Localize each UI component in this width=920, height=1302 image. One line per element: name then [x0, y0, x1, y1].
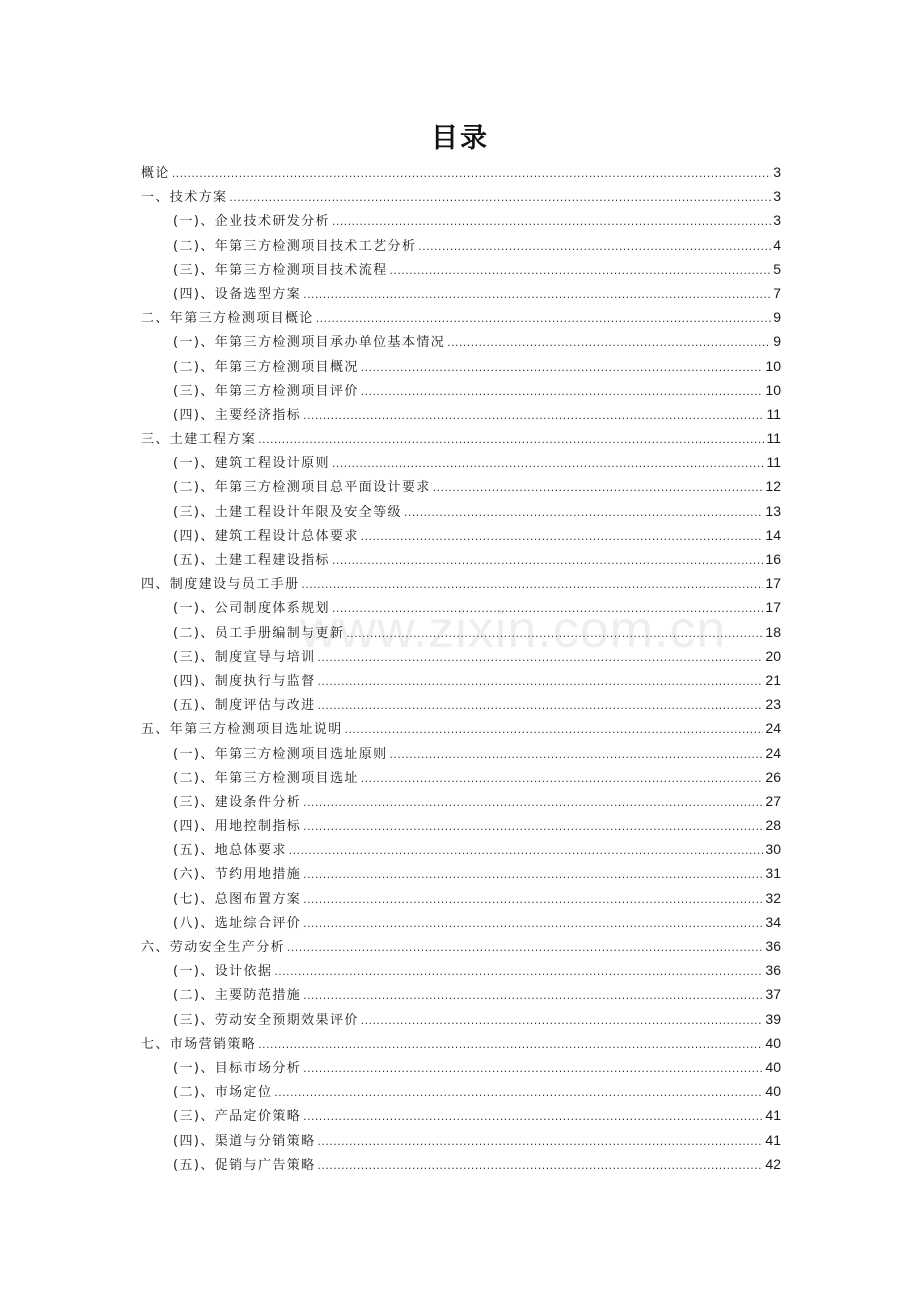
toc-page-number: 32	[765, 889, 781, 906]
toc-entry-title: (五)、土建工程建设指标	[173, 553, 330, 568]
toc-page-number: 26	[765, 768, 781, 785]
toc-entry-title: (四)、建筑工程设计总体要求	[173, 528, 359, 544]
toc-dot-leader	[332, 596, 763, 620]
toc-page-number: 3	[773, 188, 781, 205]
toc-page-number: 39	[765, 1010, 781, 1027]
toc-entry-title: (三)、制度宣导与培训	[173, 649, 316, 665]
toc-entry-title: (四)、渠道与分销策略	[173, 1133, 316, 1149]
toc-dot-leader	[274, 1080, 763, 1104]
toc-entry-title: (二)、年第三方检测项目技术工艺分析	[173, 238, 417, 254]
toc-entry-title: (二)、年第三方检测项目总平面设计要求	[173, 480, 431, 496]
toc-dot-leader	[332, 451, 765, 475]
toc-page-number: 36	[765, 938, 781, 954]
toc-page-number: 21	[765, 671, 781, 688]
toc-page-number: 9	[773, 309, 781, 326]
toc-entry-title: (二)、员工手册编制与更新	[173, 625, 345, 641]
toc-page-number: 40	[765, 1083, 781, 1100]
toc-entry-title: 概论	[141, 166, 170, 181]
toc-subsection-entry[interactable]	[141, 595, 781, 619]
toc-entry-title: (一)、公司制度体系规划	[173, 601, 330, 617]
toc-dot-leader	[361, 1008, 764, 1032]
toc-dot-leader	[332, 548, 763, 572]
toc-subsection-entry[interactable]	[141, 861, 781, 885]
toc-subsection-entry[interactable]	[141, 837, 781, 861]
toc-section-entry[interactable]	[141, 934, 781, 958]
toc-entry-title: (三)、年第三方检测项目评价	[173, 383, 359, 399]
toc-entry-title: 五、年第三方检测项目选址说明	[141, 722, 343, 738]
toc-page-number: 9	[773, 333, 781, 350]
toc-section-entry[interactable]	[141, 305, 781, 329]
toc-dot-leader	[345, 717, 764, 741]
toc-subsection-entry[interactable]	[141, 789, 781, 813]
toc-dot-leader	[418, 234, 771, 258]
toc-dot-leader	[303, 862, 763, 886]
toc-page-number: 11	[766, 454, 781, 471]
toc-dot-leader	[332, 209, 771, 233]
toc-dot-leader	[258, 1032, 763, 1056]
toc-subsection-entry[interactable]	[141, 1079, 781, 1103]
toc-dot-leader	[390, 742, 764, 766]
toc-entry-title: (一)、年第三方检测项目承办单位基本情况	[173, 335, 446, 351]
toc-entry-title: (三)、建设条件分析	[173, 794, 302, 810]
toc-dot-leader	[318, 669, 764, 693]
toc-entry-title: (二)、主要防范措施	[173, 988, 302, 1004]
toc-dot-leader	[274, 959, 763, 983]
toc-dot-leader	[287, 935, 763, 959]
toc-dot-leader	[303, 1056, 763, 1080]
toc-page-number: 3	[773, 212, 781, 229]
toc-entry-title: (一)、年第三方检测项目选址原则	[173, 746, 388, 762]
toc-subsection-entry[interactable]	[141, 620, 781, 644]
toc-dot-leader	[318, 1129, 764, 1153]
toc-entry-title: (五)、制度评估与改进	[173, 698, 316, 714]
toc-page-number: 16	[765, 551, 781, 567]
toc-dot-leader	[316, 306, 771, 330]
toc-dot-leader	[361, 379, 764, 403]
toc-entry-title: 一、技术方案	[141, 190, 228, 206]
toc-subsection-entry[interactable]	[141, 644, 781, 668]
toc-subsection-entry[interactable]	[141, 958, 781, 982]
toc-subsection-entry[interactable]	[141, 354, 781, 378]
toc-entry-title: 七、市场营销策略	[141, 1036, 257, 1052]
toc-subsection-entry[interactable]	[141, 378, 781, 402]
toc-dot-leader	[318, 1153, 764, 1177]
toc-page-number: 3	[773, 164, 781, 180]
toc-page-number: 36	[765, 962, 781, 979]
toc-entry-title: 三、土建工程方案	[141, 432, 257, 448]
toc-page-number: 10	[765, 357, 781, 374]
toc-dot-leader	[447, 330, 771, 354]
toc-page-number: 37	[765, 986, 781, 1003]
toc-dot-leader	[172, 161, 771, 185]
toc-dot-leader	[258, 427, 764, 451]
toc-dot-leader	[303, 814, 763, 838]
toc-dot-leader	[346, 621, 763, 645]
toc-page-number: 5	[773, 260, 781, 277]
toc-page-number: 12	[765, 478, 781, 495]
toc-subsection-entry[interactable]	[141, 765, 781, 789]
toc-subsection-entry[interactable]	[141, 1055, 781, 1079]
toc-page-number: 24	[765, 744, 781, 761]
toc-subsection-entry[interactable]	[141, 329, 781, 353]
toc-dot-leader	[361, 524, 764, 548]
toc-subsection-entry[interactable]	[141, 813, 781, 837]
toc-dot-leader	[289, 838, 764, 862]
toc-subsection-entry[interactable]	[141, 741, 781, 765]
toc-dot-leader	[303, 887, 763, 911]
toc-page-number: 24	[765, 720, 781, 737]
toc-entry-title: (五)、地总体要求	[173, 843, 287, 859]
toc-entry-title: (三)、产品定价策略	[173, 1109, 302, 1125]
toc-page-number: 23	[765, 696, 781, 713]
toc-dot-leader	[361, 355, 764, 379]
toc-subsection-entry[interactable]	[141, 692, 781, 716]
toc-entry-title: (二)、市场定位	[173, 1085, 273, 1101]
toc-entry-title: (四)、制度执行与监督	[173, 673, 316, 689]
toc-entry-title: (五)、促销与广告策略	[173, 1157, 316, 1173]
toc-subsection-entry[interactable]	[141, 474, 781, 498]
toc-dot-leader	[303, 1104, 763, 1128]
toc-entry-title: (二)、年第三方检测项目概况	[173, 359, 359, 375]
toc-entry-title: 二、年第三方检测项目概论	[141, 311, 314, 327]
toc-subsection-entry[interactable]	[141, 402, 781, 426]
toc-entry-title: (三)、土建工程设计年限及安全等级	[173, 504, 402, 520]
toc-page-number: 28	[765, 817, 781, 834]
toc-subsection-entry[interactable]	[141, 208, 781, 232]
toc-subsection-entry[interactable]	[141, 886, 781, 910]
toc-entry-title: (四)、主要经济指标	[173, 407, 302, 423]
toc-subsection-entry[interactable]	[141, 281, 781, 305]
toc-subsection-entry[interactable]	[141, 668, 781, 692]
toc-entry-title: (六)、节约用地措施	[173, 867, 302, 883]
toc-section-entry[interactable]	[141, 160, 781, 184]
toc-dot-leader	[229, 185, 771, 209]
toc-page-number: 41	[765, 1131, 781, 1148]
toc-section-entry[interactable]	[141, 1031, 781, 1055]
toc-subsection-entry[interactable]	[141, 257, 781, 281]
toc-entry-title: 四、制度建设与员工手册	[141, 577, 300, 593]
toc-entry-title: (一)、目标市场分析	[173, 1060, 302, 1076]
toc-subsection-entry[interactable]	[141, 1128, 781, 1152]
toc-page-number: 40	[765, 1058, 781, 1075]
toc-subsection-entry[interactable]	[141, 910, 781, 934]
toc-dot-leader	[390, 258, 772, 282]
toc-entry-title: (七)、总图布置方案	[173, 891, 302, 907]
toc-page-number: 20	[765, 647, 781, 664]
toc-dot-leader	[318, 645, 764, 669]
toc-entry-title: (三)、劳动安全预期效果评价	[173, 1012, 359, 1028]
toc-dot-leader	[361, 766, 764, 790]
toc-dot-leader	[303, 983, 763, 1007]
toc-entry-title: (一)、建筑工程设计原则	[173, 456, 330, 472]
toc-dot-leader	[318, 693, 764, 717]
toc-entry-title: (四)、设备选型方案	[173, 286, 302, 302]
toc-page-number: 30	[765, 841, 781, 858]
toc-subsection-entry[interactable]	[141, 1007, 781, 1031]
toc-subsection-entry[interactable]	[141, 1152, 781, 1176]
toc-entry-title: (八)、选址综合评价	[173, 915, 302, 931]
toc-dot-leader	[303, 790, 763, 814]
toc-subsection-entry[interactable]	[141, 233, 781, 257]
toc-subsection-entry[interactable]	[141, 1103, 781, 1127]
toc-entry-title: (一)、设计依据	[173, 964, 273, 980]
toc-page-number: 11	[766, 405, 781, 422]
toc-page-number: 17	[765, 575, 781, 592]
toc-page-number: 31	[765, 865, 781, 882]
toc-dot-leader	[301, 572, 763, 596]
watermark: www.zixin.com.cn	[300, 601, 727, 659]
toc-entry-title: (四)、用地控制指标	[173, 819, 302, 835]
toc-subsection-entry[interactable]	[141, 523, 781, 547]
toc-page-number: 10	[765, 381, 781, 398]
toc-entry-title: 六、劳动安全生产分析	[141, 940, 286, 955]
page-title: 目录	[431, 123, 489, 154]
toc-section-entry[interactable]	[141, 426, 781, 450]
toc-section-entry[interactable]	[141, 571, 781, 595]
toc-page-number: 27	[765, 792, 781, 809]
toc-subsection-entry[interactable]	[141, 499, 781, 523]
toc-page-number: 13	[765, 502, 781, 519]
toc-subsection-entry[interactable]	[141, 450, 781, 474]
toc-subsection-entry[interactable]	[141, 982, 781, 1006]
toc-entry-title: (三)、年第三方检测项目技术流程	[173, 262, 388, 278]
toc-page-number: 4	[773, 236, 781, 253]
toc-entry-title: (一)、企业技术研发分析	[173, 214, 330, 230]
toc-page-number: 34	[765, 913, 781, 930]
toc-subsection-entry[interactable]	[141, 547, 781, 571]
toc-page-number: 7	[773, 284, 781, 301]
toc-page-number: 18	[765, 623, 781, 640]
toc-section-entry[interactable]	[141, 184, 781, 208]
toc-section-entry[interactable]	[141, 716, 781, 740]
toc-page-number: 42	[765, 1155, 781, 1172]
toc-dot-leader	[303, 282, 771, 306]
toc-page-number: 41	[765, 1107, 781, 1124]
toc-entry-title: (二)、年第三方检测项目选址	[173, 770, 359, 786]
toc-dot-leader	[433, 475, 764, 499]
toc-page-number: 14	[765, 526, 781, 543]
toc-dot-leader	[303, 403, 764, 427]
toc-page-number: 11	[766, 430, 781, 447]
toc-page-number: 17	[765, 599, 781, 616]
toc-dot-leader	[404, 500, 763, 524]
toc-page-number: 40	[765, 1034, 781, 1051]
table-of-contents	[141, 160, 781, 1176]
toc-dot-leader	[303, 911, 763, 935]
